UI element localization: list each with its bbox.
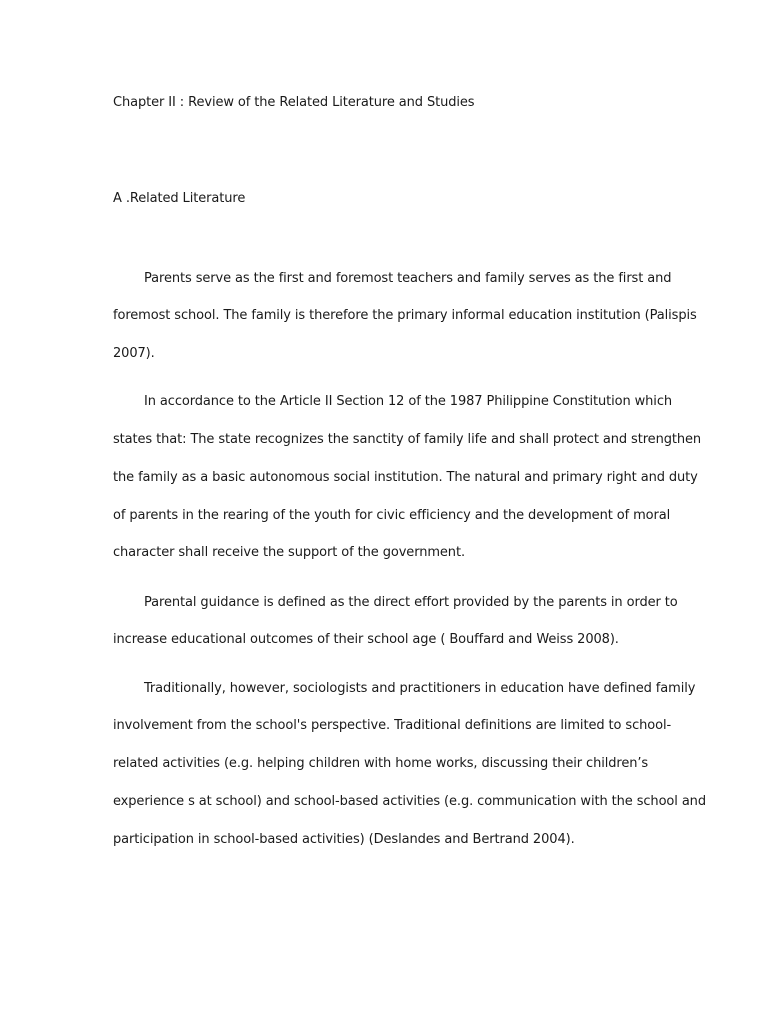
paragraph-1-line-3: 2007). — [113, 346, 155, 361]
paragraph-3-line-2: increase educational outcomes of their school age ( Bouffard and Weiss 2008). — [113, 632, 619, 647]
section-heading: A .Related Literature — [113, 191, 246, 206]
paragraph-3-line-1: Parental guidance is defined as the direct effort provided by the parents in order to — [144, 595, 678, 610]
chapter-title: Chapter II : Review of the Related Literature and Studies — [113, 95, 475, 110]
paragraph-2-line-1: In accordance to the Article II Section 12 of the 1987 Philippine Constitution which — [144, 394, 673, 409]
paragraph-4-line-1: Traditionally, however, sociologists and practitioners in education have defined family — [144, 681, 696, 696]
paragraph-4-line-2: involvement from the school's perspective. Traditional definitions are limited to school- — [113, 718, 672, 733]
paragraph-2-line-4: of parents in the rearing of the youth for civic efficiency and the development of moral — [113, 508, 671, 523]
paragraph-1-line-2: foremost school. The family is therefore the primary informal education institution (Palispis — [113, 308, 697, 323]
paragraph-2-line-2: states that: The state recognizes the sanctity of family life and shall protect and strengthen — [113, 432, 702, 447]
paragraph-1-line-1: Parents serve as the first and foremost teachers and family serves as the first and — [144, 271, 672, 286]
paragraph-4-line-5: participation in school-based activities) (Deslandes and Bertrand 2004). — [113, 832, 575, 847]
paragraph-2-line-3: the family as a basic autonomous social institution. The natural and primary right and duty — [113, 470, 698, 485]
paragraph-4-line-3: related activities (e.g. helping children with home works, discussing their children’s — [113, 756, 649, 771]
paragraph-2-line-5: character shall receive the support of the government. — [113, 545, 465, 560]
paragraph-4-line-4: experience s at school) and school-based activities (e.g. communication with the school and — [113, 794, 706, 809]
